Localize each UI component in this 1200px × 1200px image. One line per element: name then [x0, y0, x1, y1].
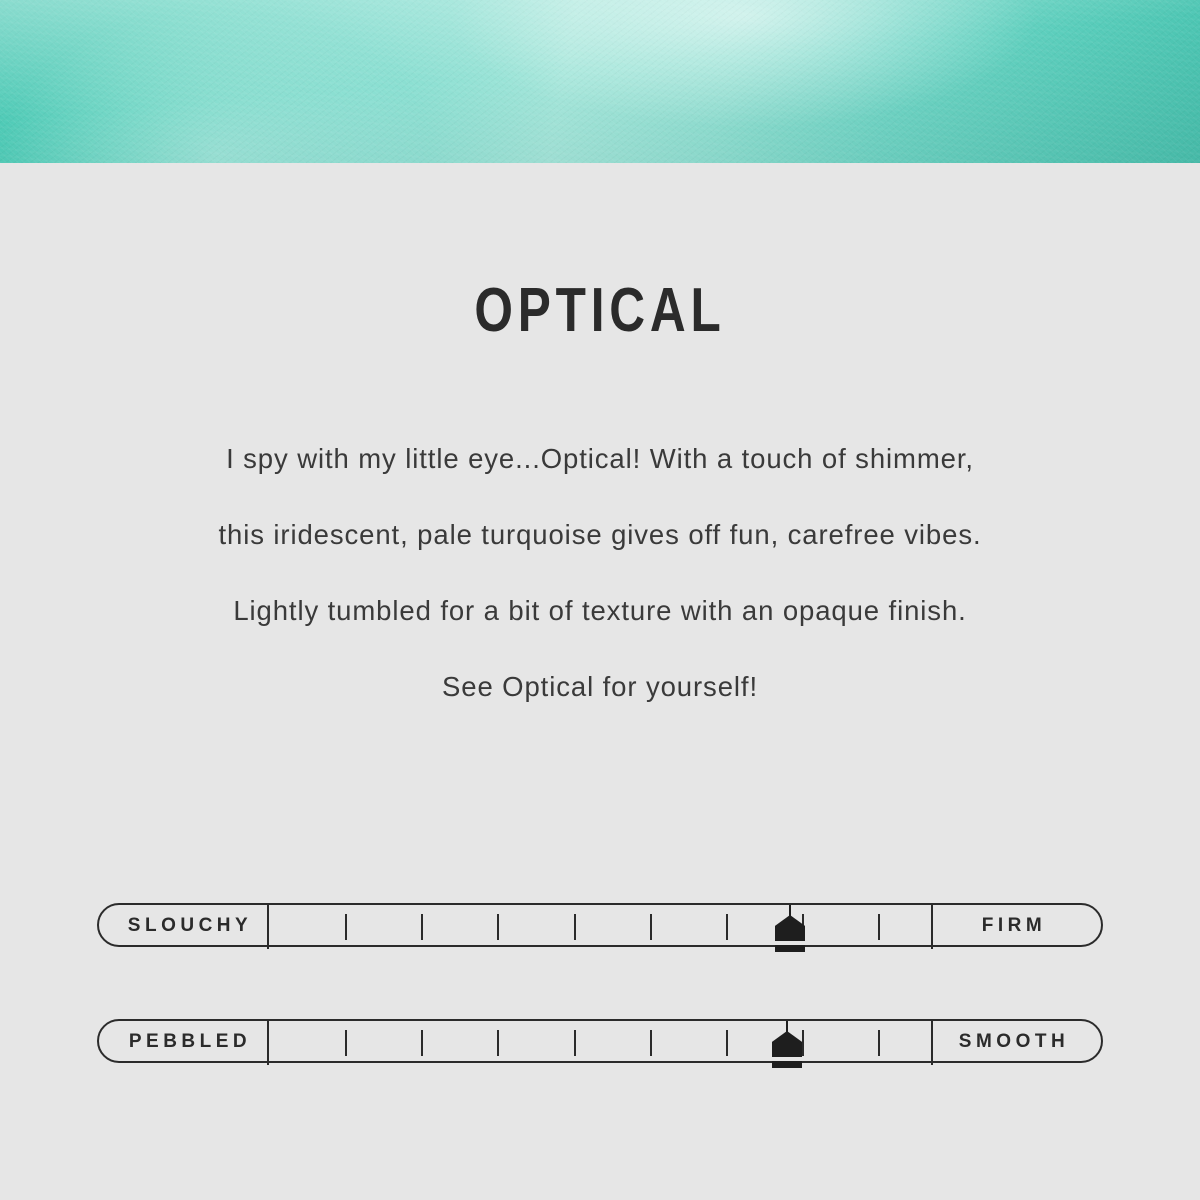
description-line: this iridescent, pale turquoise gives off fun, carefree vibes.	[218, 519, 982, 550]
slider-tick	[497, 914, 499, 940]
slider-tick	[726, 914, 728, 940]
slider-tick	[726, 1030, 728, 1056]
structure-slider[interactable]	[97, 903, 1103, 947]
slider-tick	[574, 914, 576, 940]
thumb-head	[775, 915, 805, 941]
description-line: I spy with my little eye...Optical! With a touch of shimmer,	[226, 443, 974, 474]
slider-tick	[497, 1030, 499, 1056]
page-title: OPTICAL	[474, 276, 726, 345]
thumb-bar	[772, 1061, 802, 1068]
texture-slider[interactable]	[97, 1019, 1103, 1063]
texture-slider-thumb[interactable]	[770, 1021, 804, 1079]
slider-tick	[421, 914, 423, 940]
slider-tick	[421, 1030, 423, 1056]
structure-slider-left-label: SLOUCHY	[99, 905, 269, 949]
leather-sheen-overlay	[0, 0, 1200, 163]
thumb-bar	[775, 945, 805, 952]
thumb-head	[772, 1031, 802, 1057]
structure-slider-right-label: FIRM	[931, 905, 1101, 949]
slider-tick	[345, 914, 347, 940]
slider-tick	[345, 1030, 347, 1056]
slider-tick	[878, 914, 880, 940]
slider-tick	[650, 1030, 652, 1056]
slider-tick	[574, 1030, 576, 1056]
product-info-panel	[0, 163, 1200, 1200]
structure-slider-thumb[interactable]	[773, 905, 807, 963]
description-line: See Optical for yourself!	[442, 671, 758, 702]
slider-tick	[650, 914, 652, 940]
structure-slider-ticks	[269, 905, 931, 949]
leather-swatch-band	[0, 0, 1200, 163]
texture-slider-ticks	[269, 1021, 931, 1065]
structure-slider-track[interactable]	[97, 903, 1103, 947]
texture-slider-right-label: SMOOTH	[931, 1021, 1101, 1065]
product-description	[100, 421, 1100, 725]
slider-tick	[878, 1030, 880, 1056]
description-line: Lightly tumbled for a bit of texture with an opaque finish.	[233, 595, 967, 626]
texture-slider-left-label: PEBBLED	[99, 1021, 269, 1065]
texture-slider-track[interactable]	[97, 1019, 1103, 1063]
